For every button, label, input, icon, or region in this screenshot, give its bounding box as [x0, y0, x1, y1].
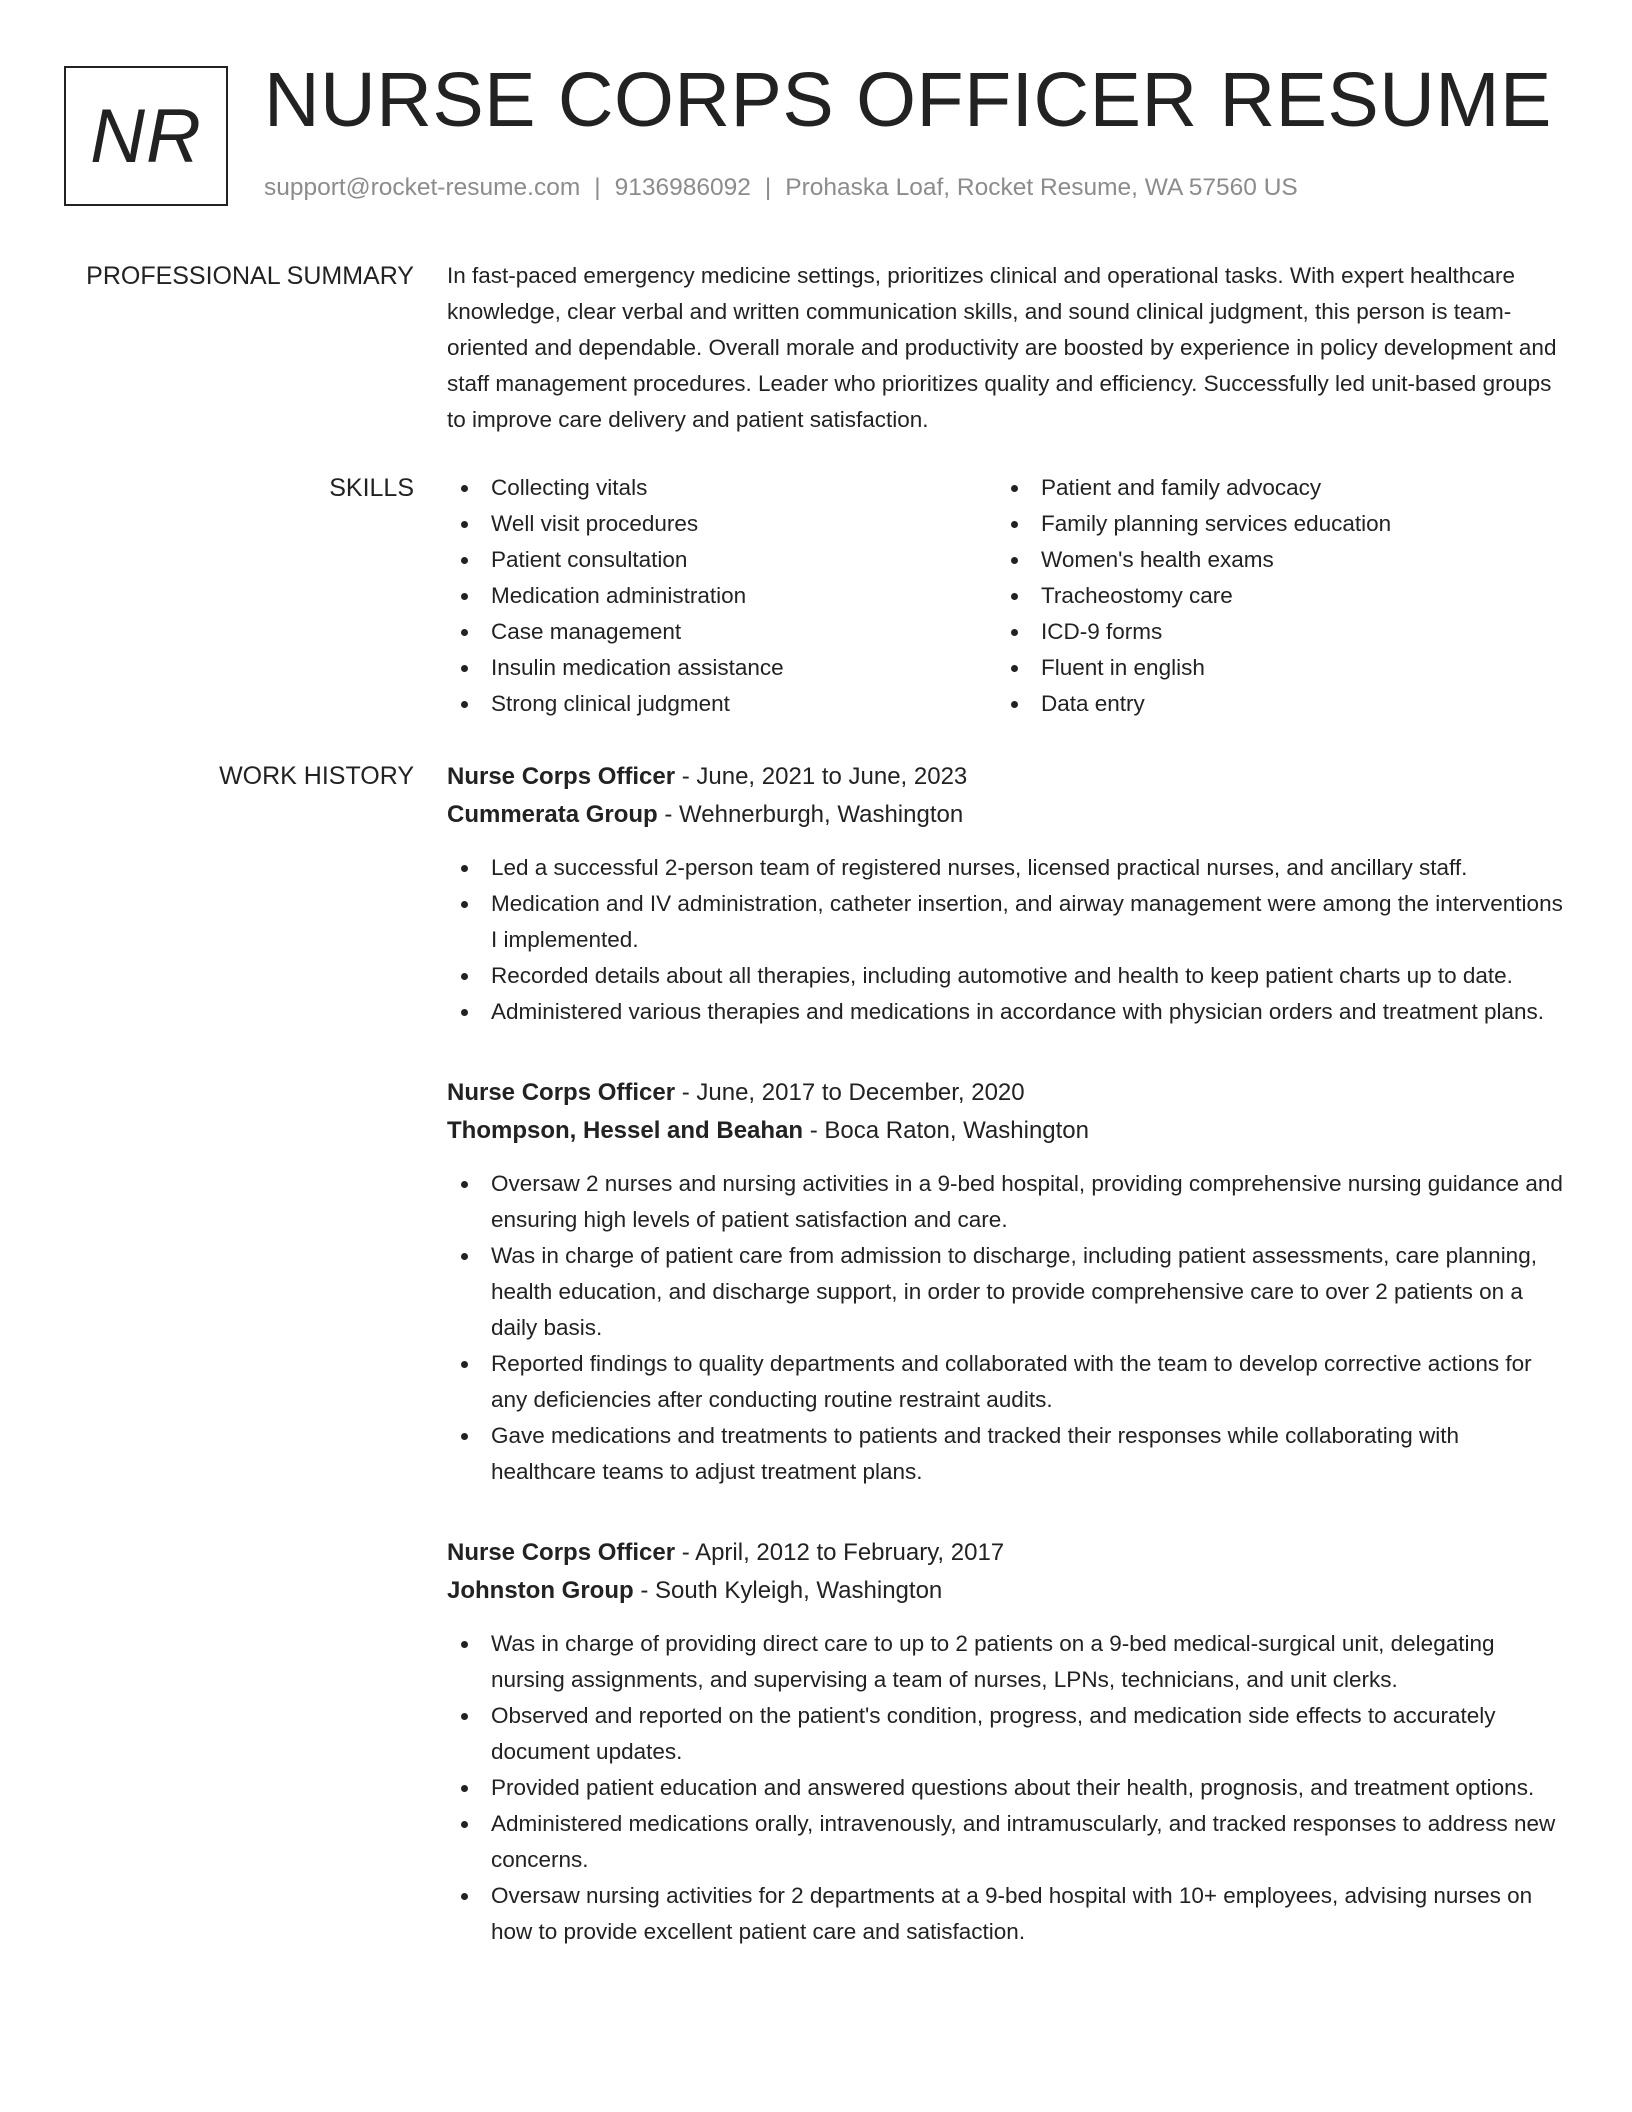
- skill-item: Women's health exams: [997, 542, 1547, 578]
- work-history-body: [447, 758, 1567, 1994]
- job-employer-line: [447, 1572, 1567, 1610]
- job-entry: [447, 1534, 1567, 1950]
- contact-phone: 9136986092: [614, 174, 751, 201]
- job-bullets: [447, 850, 1567, 1030]
- skill-item: Patient and family advocacy: [997, 470, 1547, 506]
- job-bullet: Administered various therapies and medications in accordance with physician orders and treatment plans.: [447, 994, 1567, 1030]
- job-bullet: Was in charge of providing direct care to up to 2 patients on a 9-bed medical-surgical unit, delegating nursing assignments, and supervising a team of nurses, LPNs, technicians, and unit clerks.: [447, 1626, 1567, 1698]
- skill-item: Medication administration: [447, 578, 997, 614]
- skill-item: Tracheostomy care: [997, 578, 1547, 614]
- skills-grid: [447, 470, 1567, 722]
- job-bullet: Medication and IV administration, catheter insertion, and airway management were among the interventions I implemented.: [447, 886, 1567, 958]
- job-dates: - April, 2012 to February, 2017: [675, 1539, 1005, 1566]
- summary-heading: PROFESSIONAL SUMMARY: [86, 262, 414, 290]
- skill-item: Family planning services education: [997, 506, 1547, 542]
- contact-email: support@rocket-resume.com: [264, 174, 581, 201]
- skill-item: Data entry: [997, 686, 1547, 722]
- job-employer: Johnston Group: [447, 1577, 634, 1604]
- job-bullet: Provided patient education and answered questions about their health, prognosis, and treatment options.: [447, 1770, 1567, 1806]
- skill-item: Case management: [447, 614, 997, 650]
- job-employer-line: [447, 796, 1567, 834]
- job-bullets: [447, 1626, 1567, 1950]
- job-bullet: Gave medications and treatments to patients and tracked their responses while collaborating with healthcare teams to adjust treatment plans.: [447, 1418, 1567, 1490]
- resume-title: NURSE CORPS OFFICER RESUME: [264, 57, 1552, 143]
- job-title-line: [447, 1534, 1567, 1572]
- job-location: - Boca Raton, Washington: [803, 1117, 1090, 1144]
- skills-column-right: [997, 470, 1547, 722]
- job-title-line: [447, 1074, 1567, 1112]
- job-location: - South Kyleigh, Washington: [633, 1577, 943, 1604]
- contact-separator: |: [764, 174, 772, 201]
- job-bullet: Led a successful 2-person team of registered nurses, licensed practical nurses, and ancillary staff.: [447, 850, 1567, 886]
- job-entry: [447, 758, 1567, 1030]
- skill-item: Insulin medication assistance: [447, 650, 997, 686]
- job-employer-line: [447, 1112, 1567, 1150]
- skill-item: ICD-9 forms: [997, 614, 1547, 650]
- monogram-box: [64, 66, 228, 206]
- skill-item: Fluent in english: [997, 650, 1547, 686]
- skill-item: Patient consultation: [447, 542, 997, 578]
- job-bullet: Oversaw 2 nurses and nursing activities in a 9-bed hospital, providing comprehensive nursing guidance and ensuring high levels of patient satisfaction and care.: [447, 1166, 1567, 1238]
- job-bullet: Reported findings to quality departments and collaborated with the team to develop corrective actions for any deficiencies after conducting routine restraint audits.: [447, 1346, 1567, 1418]
- skills-body: [447, 470, 1567, 722]
- job-bullet: Recorded details about all therapies, including automotive and health to keep patient charts up to date.: [447, 958, 1567, 994]
- contact-separator: |: [594, 174, 601, 201]
- summary-text: In fast-paced emergency medicine settings, prioritizes clinical and operational tasks. With expert healthcare knowledge, clear verbal and written communication skills, and sound clinical judgment, this person is team-oriented and dependable. Overall morale and productivity are boosted by experience in policy development and staff management procedures. Leader who prioritizes quality and efficiency. Successfully led unit-based groups to improve care delivery and patient satisfaction.: [447, 263, 1557, 432]
- skill-item: Well visit procedures: [447, 506, 997, 542]
- job-title: Nurse Corps Officer: [447, 1079, 676, 1106]
- contact-address: Prohaska Loaf, Rocket Resume, WA 57560 US: [785, 174, 1298, 201]
- job-employer: Cummerata Group: [447, 801, 658, 828]
- contact-line: [264, 174, 1298, 202]
- job-title: Nurse Corps Officer: [447, 1539, 676, 1566]
- job-employer: Thompson, Hessel and Beahan: [447, 1117, 804, 1144]
- job-title: Nurse Corps Officer: [447, 763, 676, 790]
- work-history-heading: WORK HISTORY: [219, 762, 414, 790]
- job-dates: - June, 2017 to December, 2020: [675, 1079, 1025, 1106]
- job-entry: [447, 1074, 1567, 1490]
- skill-item: Collecting vitals: [447, 470, 997, 506]
- job-bullets: [447, 1166, 1567, 1490]
- skills-column-left: [447, 470, 997, 722]
- job-location: - Wehnerburgh, Washington: [657, 801, 964, 828]
- summary-body: [447, 258, 1567, 438]
- job-title-line: [447, 758, 1567, 796]
- monogram-initials: NR: [90, 93, 202, 179]
- job-bullet: Administered medications orally, intravenously, and intramuscularly, and tracked responses to address new concerns.: [447, 1806, 1567, 1878]
- job-bullet: Observed and reported on the patient's condition, progress, and medication side effects to accurately document updates.: [447, 1698, 1567, 1770]
- job-bullet: Was in charge of patient care from admission to discharge, including patient assessments, care planning, health education, and discharge support, in order to provide comprehensive care to over 2 patients on a daily basis.: [447, 1238, 1567, 1346]
- skill-item: Strong clinical judgment: [447, 686, 997, 722]
- job-bullet: Oversaw nursing activities for 2 departments at a 9-bed hospital with 10+ employees, advising nurses on how to provide excellent patient care and satisfaction.: [447, 1878, 1567, 1950]
- skills-heading: SKILLS: [329, 474, 414, 502]
- job-dates: - June, 2021 to June, 2023: [675, 763, 968, 790]
